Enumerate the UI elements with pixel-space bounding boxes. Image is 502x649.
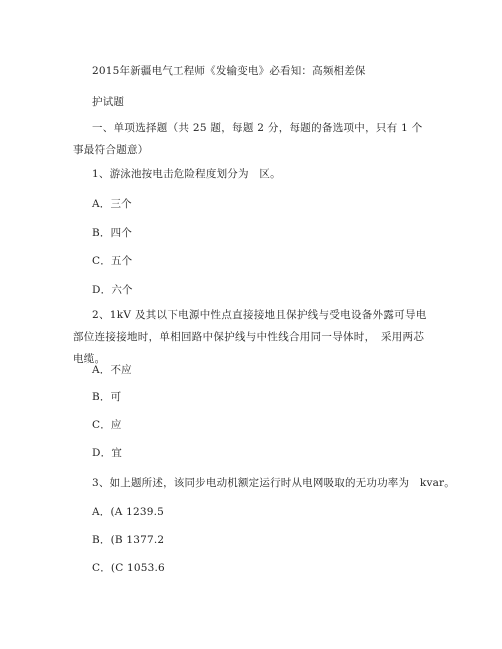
question-1-option-c: C．五个: [92, 255, 133, 267]
question-2-option-a: A．不应: [92, 364, 132, 376]
question-1-option-a: A．三个: [92, 198, 132, 210]
question-1-option-d: D．六个: [92, 284, 133, 296]
document-title-line-2: 护试题: [92, 96, 125, 108]
question-3-option-a: A．(A 1239.5: [92, 506, 165, 518]
question-2-text: 2、1kV 及其以下电源中性点直接接地且保护线与受电设备外露可导电部位连接接地时，单相回路中保护线与中性线合用同一导体时， 采用两芯电缆。: [73, 309, 427, 365]
question-2-option-c: C．应: [92, 419, 122, 431]
question-2-option-d: D．宜: [92, 447, 123, 459]
document-title-line-1: 2015年新疆电气工程师《发输变电》必看知：高频相差保: [92, 65, 366, 77]
question-2-option-b: B．可: [92, 391, 122, 403]
question-3-option-b: B．(B 1377.2: [92, 534, 165, 546]
question-1-text: 1、游泳池按电击危险程度划分为 区。: [92, 168, 281, 180]
question-3-option-c: C．(C 1053.6: [92, 562, 165, 574]
section-header: 一、单项选择题（共 25 题，每题 2 分，每题的备选项中，只有 1 个事最符合题意）: [73, 122, 423, 156]
question-3-text: 3、如上题所述，该同步电动机额定运行时从电网吸取的无功功率为 kvar。: [92, 477, 455, 489]
question-1-option-b: B．四个: [92, 227, 133, 239]
